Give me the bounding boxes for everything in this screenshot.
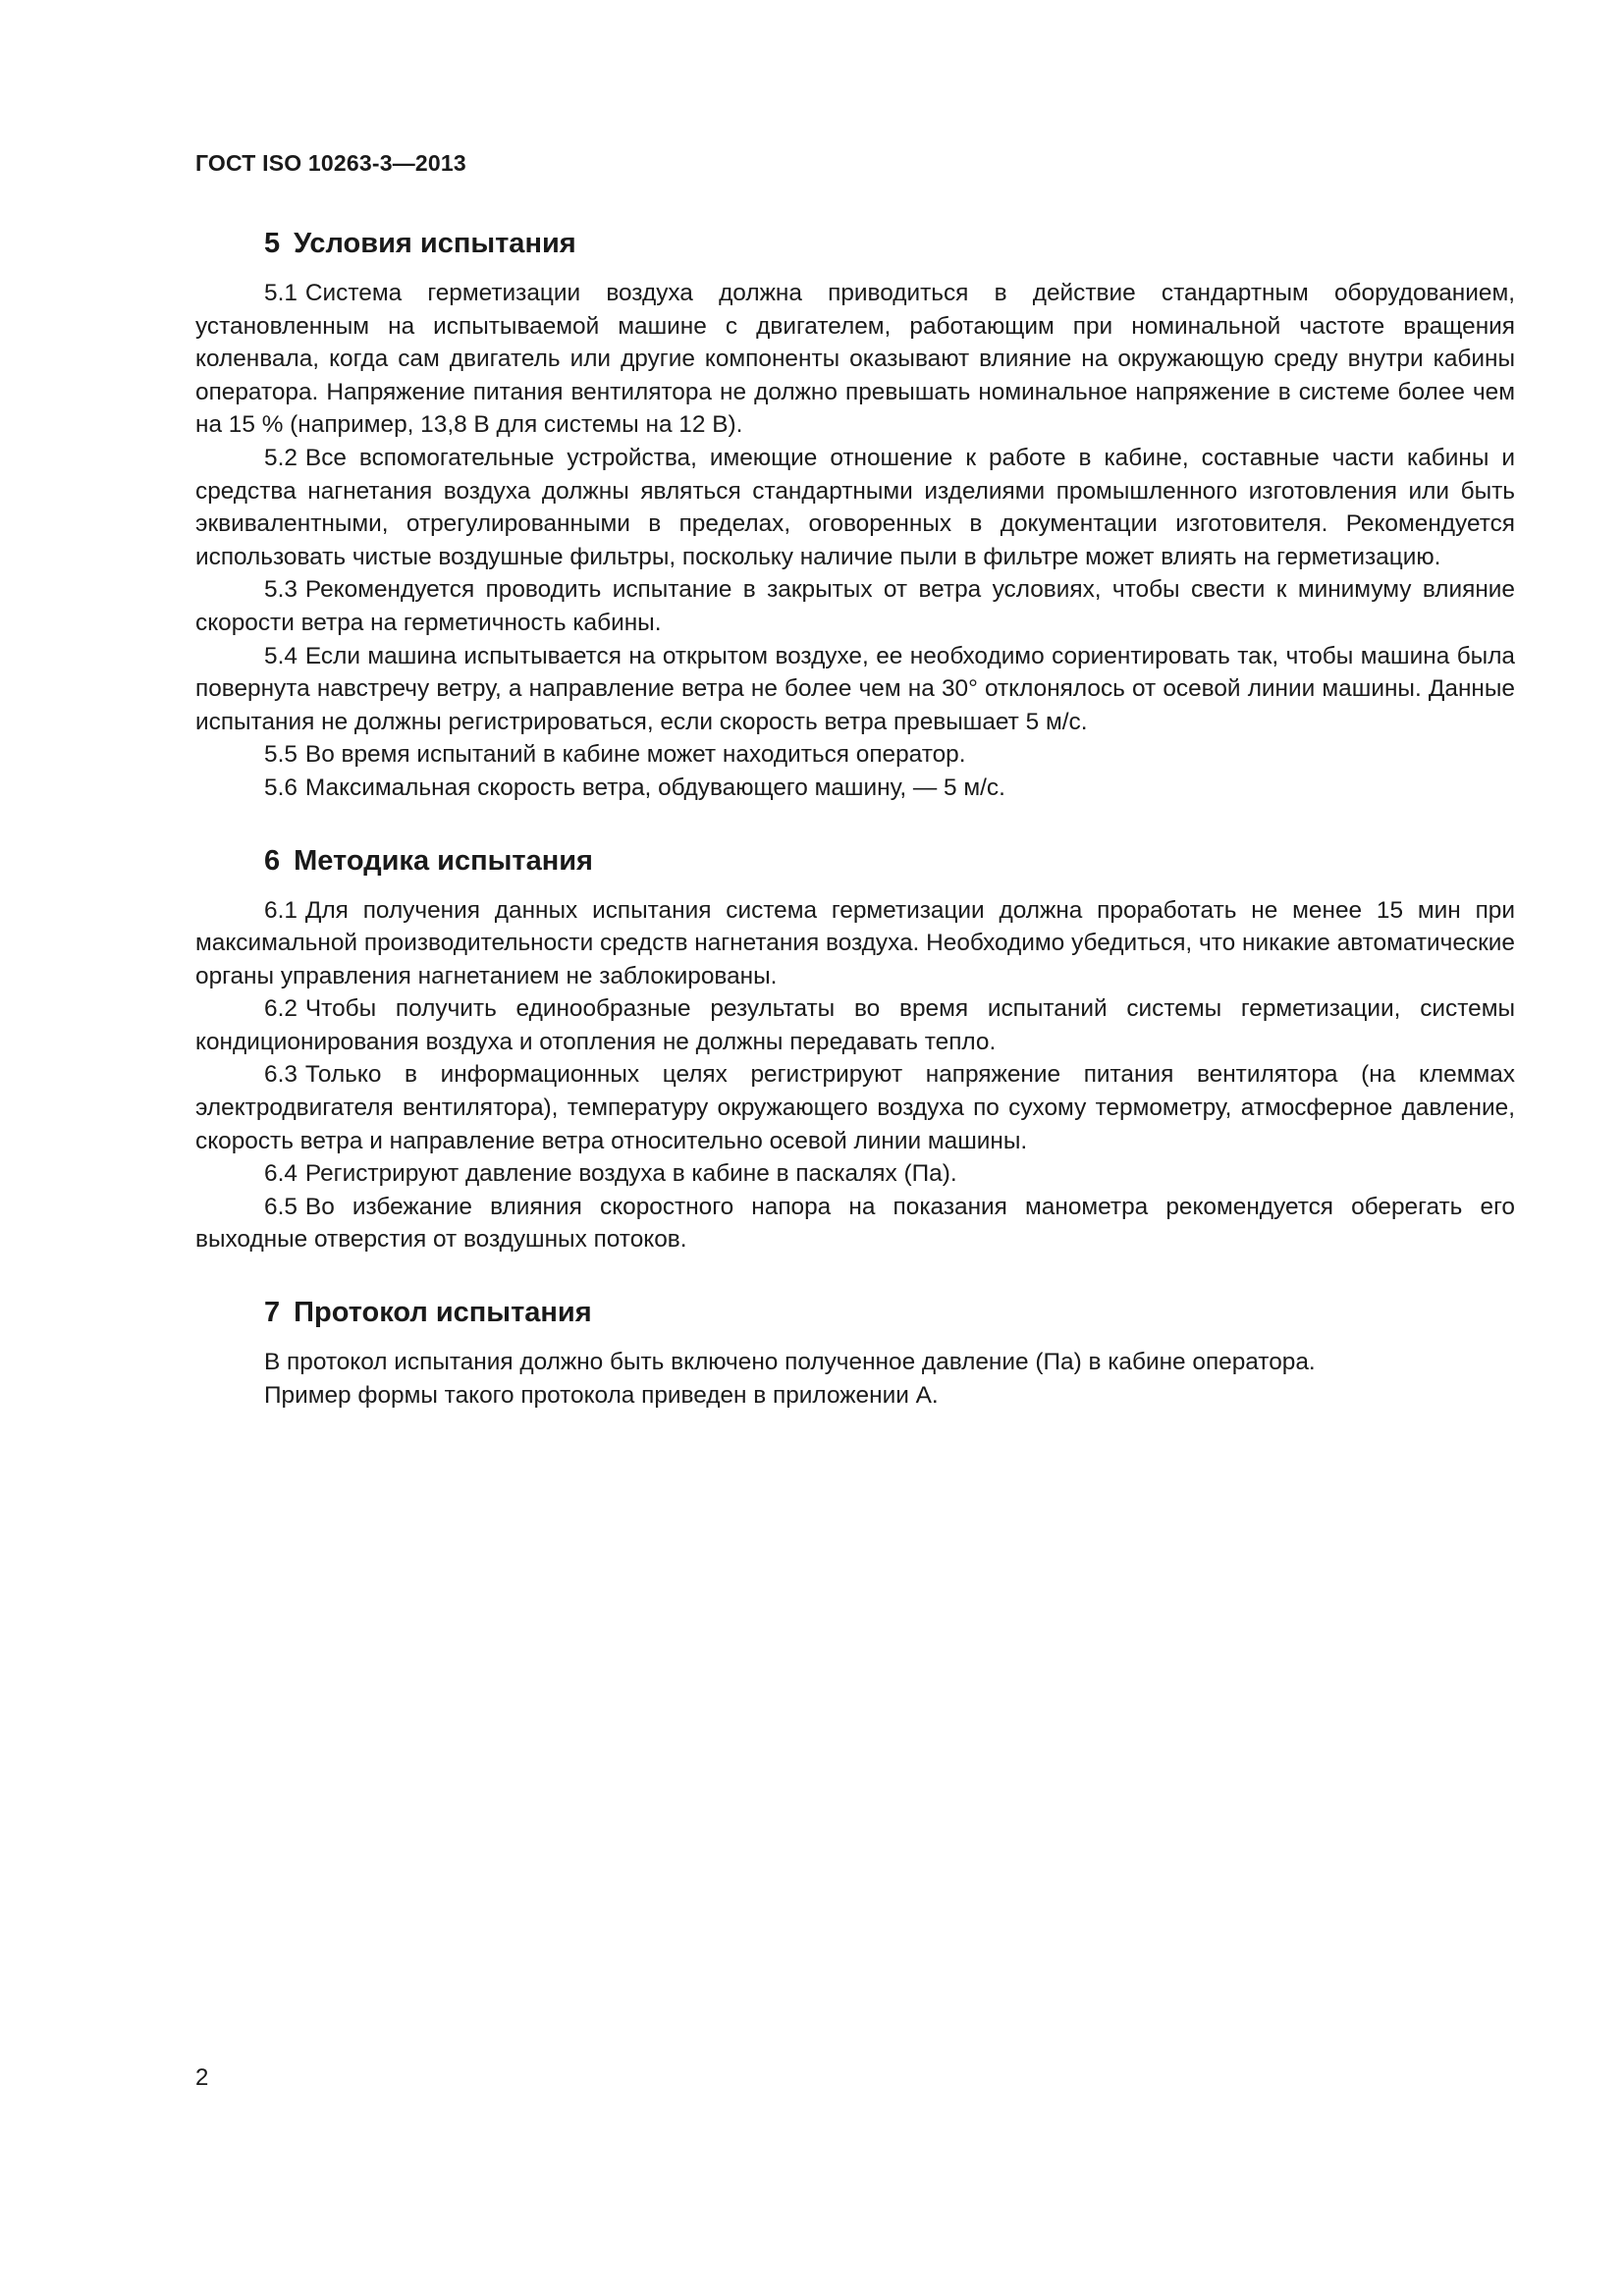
clause-paragraph — [195, 277, 1515, 442]
clause-number: 5.4 — [264, 642, 298, 669]
clause-text: Во избежание влияния скоростного напора на показания манометра рекомендуется оберегать его выходные отверстия от воздушных потоков. — [195, 1193, 1515, 1254]
clause-paragraph — [195, 442, 1515, 573]
body-line: Пример формы такого протокола приведен в приложении А. — [264, 1381, 939, 1409]
clause-text: Если машина испытывается на открытом воздухе, ее необходимо сориентировать так, чтобы машина была повернута навстречу ветру, а направление ветра не более чем на 30° отклонялось от осевой линии машины. Данные испытания не должны регистрироваться, если скорость ветра превышает 5 м/с. — [195, 642, 1515, 735]
clause-paragraph — [195, 992, 1515, 1058]
clause-number: 5.3 — [264, 576, 298, 604]
section-heading — [195, 224, 1515, 263]
clause-number: 5.2 — [264, 444, 298, 471]
section-6 — [195, 841, 1515, 1257]
clause-paragraph — [195, 772, 1515, 805]
clause-text: Во время испытаний в кабине может находиться оператор. — [304, 741, 966, 769]
body-line: В протокол испытания должно быть включено полученное давление (Па) в кабине оператора. — [264, 1349, 1316, 1376]
clause-number: 5.5 — [264, 741, 298, 769]
clause-paragraph — [195, 738, 1515, 772]
clause-text: Чтобы получить единообразные результаты во время испытаний системы герметизации, системы кондиционирования воздуха и отопления не должны передавать тепло. — [195, 995, 1515, 1055]
clause-number: 6.2 — [264, 995, 298, 1023]
clause-text: Регистрируют давление воздуха в кабине в паскалях (Па). — [304, 1160, 957, 1188]
section-heading — [195, 841, 1515, 881]
clause-number: 5.6 — [264, 774, 298, 801]
section-number: 5 — [264, 228, 281, 259]
clause-number: 6.4 — [264, 1160, 298, 1188]
document-body — [195, 224, 1515, 1412]
clause-number: 6.5 — [264, 1193, 298, 1220]
page-number: 2 — [195, 2064, 209, 2091]
section-5 — [195, 224, 1515, 805]
clause-number: 6.1 — [264, 896, 298, 924]
clause-number: 6.3 — [264, 1061, 298, 1089]
clause-paragraph — [195, 573, 1515, 639]
section-number: 7 — [264, 1297, 281, 1329]
section-title: Условия испытания — [294, 228, 576, 259]
clause-text: Для получения данных испытания система герметизации должна проработать не менее 15 мин при максимальной производительности средств нагнетания воздуха. Необходимо убедиться, что никакие автоматические органы управления нагнетанием не заблокированы. — [195, 896, 1515, 989]
clause-text: Только в информационных целях регистрируют напряжение питания вентилятора (на клеммах электродвигателя вентилятора), температуру окружающего воздуха по сухому термометру, атмосферное давление, скорость ветра и направление ветра относительно осевой линии машины. — [195, 1061, 1515, 1154]
section-heading — [195, 1293, 1515, 1332]
clause-paragraph — [195, 1157, 1515, 1191]
clause-paragraph — [195, 1058, 1515, 1157]
clause-paragraph — [195, 1191, 1515, 1256]
section-title: Протокол испытания — [294, 1297, 592, 1329]
clause-paragraph — [195, 894, 1515, 993]
clause-number: 5.1 — [264, 280, 298, 306]
clause-paragraph — [195, 640, 1515, 739]
document-header: ГОСТ ISO 10263-3—2013 — [195, 150, 466, 176]
clause-text: Максимальная скорость ветра, обдувающего машину, — 5 м/с. — [304, 774, 1005, 801]
clause-text: Система герметизации воздуха должна приводиться в действие стандартным оборудованием, установленным на испытываемой машине с двигателем, работающим при номинальной частоте вращения коленвала, когда сам двигатель или другие компоненты оказывают влияние на окружающую среду внутри кабины оператора. Напряжение питания вентилятора не должно превышать номинальное напряжение в системе более чем на 15 % (например, 13,8 В для системы на 12 В). — [195, 280, 1515, 439]
clause-text: Все вспомогательные устройства, имеющие отношение к работе в кабине, составные части кабины и средства нагнетания воздуха должны являться стандартными изделиями промышленного изготовления или быть эквивалентными, отрегулированными в пределах, оговоренных в документации изготовителя. Рекомендуется использовать чистые воздушные фильтры, поскольку наличие пыли в фильтре может влиять на герметизацию. — [195, 444, 1515, 570]
section-title: Методика испытания — [294, 844, 593, 877]
section-number: 6 — [264, 844, 281, 877]
clause-text: Рекомендуется проводить испытание в закрытых от ветра условиях, чтобы свести к минимуму влияние скорости ветра на герметичность кабины. — [195, 576, 1515, 636]
section-7 — [195, 1293, 1515, 1412]
